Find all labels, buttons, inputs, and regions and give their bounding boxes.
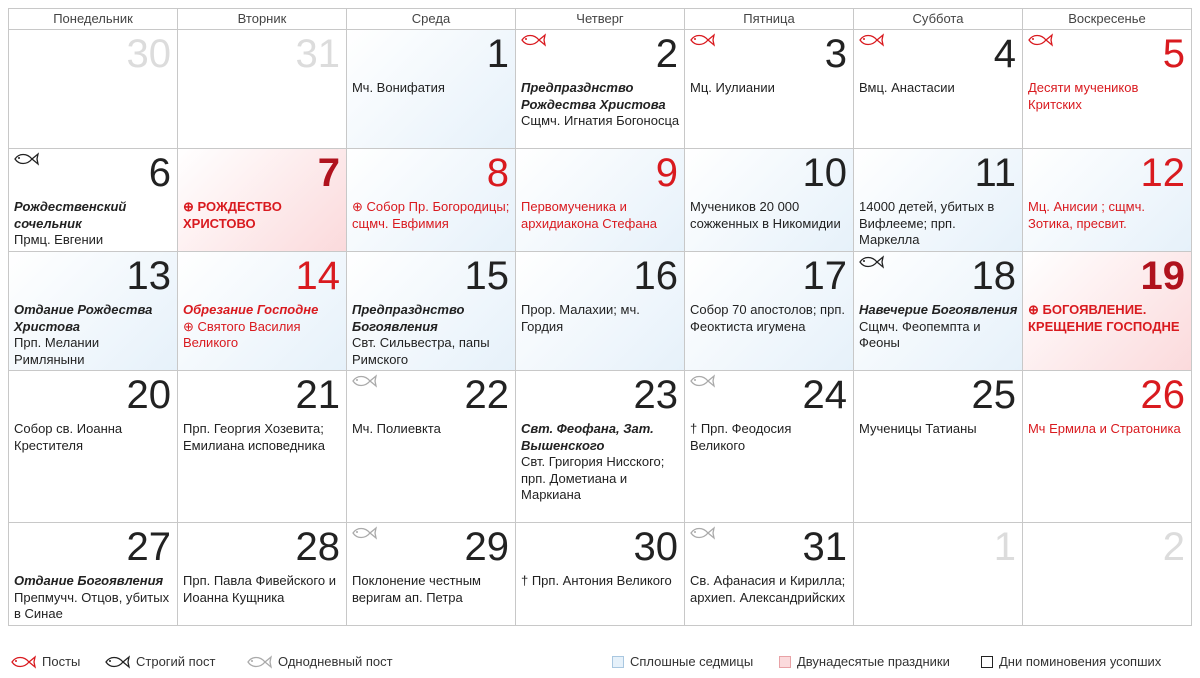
day-description [352,421,511,438]
weeks-container [9,30,1192,626]
day-cell[interactable] [516,523,685,626]
saint-commemoration: Мч Ермила и Стратоника [1028,421,1181,436]
day-cell[interactable] [178,149,347,252]
day-number: 27 [126,525,171,569]
day-description [352,573,511,606]
day-number: 17 [802,254,847,298]
saint-commemoration: Прп. Мелании Римляныни [14,335,100,367]
day-description [1028,421,1187,438]
day-description [521,421,680,504]
calendar-week-row [9,523,1192,626]
day-number: 23 [633,373,678,417]
saint-commemoration: Поклонение честным веригам ап. Петра [352,573,481,605]
day-cell[interactable] [347,371,516,523]
saint-commemoration: Прп. Георгия Хозевита; Емилиана исповедника [183,421,325,453]
day-number: 12 [1140,151,1185,195]
feast-title: Отдание Рождества Христова [14,302,153,334]
legend-strict-label: Строгий пост [136,654,216,669]
saint-commemoration: Св. Афанасия и Кирилла; архиеп. Александрийских [690,573,846,605]
day-description [521,199,680,232]
day-number: 8 [486,151,509,195]
day-number: 26 [1140,373,1185,417]
feast-title: Обрезание Господне [183,302,319,317]
weekday-label: Среда [347,9,516,30]
day-description [183,302,342,352]
saint-commemoration: † Прп. Феодосия Великого [690,421,792,453]
day-description [690,421,849,454]
day-description [521,573,680,590]
day-number: 14 [295,254,340,298]
saint-commemoration: Сщмч. Феопемпта и Феоны [859,318,981,350]
day-cell[interactable] [1023,523,1192,626]
saint-commemoration: Прп. Павла Фивейского и Иоанна Кущника [183,573,336,605]
fish-icon [520,33,546,47]
day-number: 10 [802,151,847,195]
day-cell[interactable] [1023,371,1192,523]
day-number: 30 [126,32,171,76]
continuous-swatch [612,656,624,668]
legend-memorial [981,654,1161,669]
legend-continuous [612,654,753,669]
day-number: 2 [655,32,678,76]
saint-commemoration: Сщмч. Игнатия Богоносца [521,113,680,128]
day-cell[interactable] [9,30,178,149]
day-description [1028,80,1187,113]
day-cell[interactable] [347,523,516,626]
legend [0,648,1200,676]
day-cell[interactable] [178,30,347,149]
day-number: 9 [655,151,678,195]
saint-commemoration: Вмц. Анастасии [859,80,955,95]
day-number: 7 [317,151,340,195]
day-cell[interactable] [1023,149,1192,252]
saint-commemoration: Препмучч. Отцов, убитых в Синае [14,589,170,621]
day-number: 5 [1162,32,1185,76]
day-number: 4 [993,32,1016,76]
day-number: 1 [993,525,1016,569]
fish-icon [858,33,884,47]
day-cell[interactable] [1023,252,1192,371]
day-cell[interactable] [516,30,685,149]
weekday-label: Четверг [516,9,685,30]
day-description [859,80,1018,97]
legend-great [779,654,950,669]
day-number: 16 [633,254,678,298]
calendar-week-row [9,252,1192,371]
legend-fasts-label: Посты [42,654,81,669]
saint-commemoration: Свт. Григория Нисского; прп. Дометиана и Маркиана [521,454,665,502]
saint-commemoration: Мч. Полиевкта [352,421,441,436]
feast-title: Предпразднство Рождества Христова [521,80,666,112]
saint-commemoration: Собор св. Иоанна Крестителя [14,421,123,453]
fish-icon-black [104,655,130,669]
saint-commemoration: Десяти мучеников Критских [1028,80,1139,112]
calendar-week-row [9,149,1192,252]
memorial-swatch [981,656,993,668]
day-number: 1 [486,32,509,76]
feast-title: Предпразднство Богоявления [352,302,465,334]
feast-title: Отдание Богоявления [14,573,164,588]
day-cell[interactable] [685,523,854,626]
day-description [521,302,680,335]
fish-icon [689,374,715,388]
saint-commemoration: ⊕ БОГОЯВЛЕНИЕ. КРЕЩЕНИЕ ГОСПОДНЕ [1028,302,1180,334]
day-number: 28 [295,525,340,569]
day-number: 3 [824,32,847,76]
day-description [690,80,849,97]
day-cell[interactable] [9,523,178,626]
day-cell[interactable] [178,523,347,626]
feast-title: Рождественский сочельник [14,199,127,231]
weekday-label: Суббота [854,9,1023,30]
day-cell[interactable] [854,371,1023,523]
legend-fasts [10,654,80,669]
day-description [183,573,342,606]
day-cell[interactable] [685,30,854,149]
day-cell[interactable] [178,371,347,523]
great-feast-swatch [779,656,791,668]
day-cell[interactable] [347,30,516,149]
day-description [352,302,511,368]
day-cell[interactable] [516,149,685,252]
day-cell[interactable] [685,371,854,523]
day-cell[interactable] [854,30,1023,149]
feast-title: Навечерие Богоявления [859,302,1018,317]
legend-oneday [246,654,393,669]
day-description [14,573,173,623]
day-description [183,199,342,232]
day-number: 24 [802,373,847,417]
saint-commemoration: Свт. Сильвестра, папы Римского [352,335,490,367]
day-number: 18 [971,254,1016,298]
day-cell[interactable] [9,371,178,523]
day-description [690,199,849,232]
legend-continuous-label: Сплошные седмицы [630,654,754,669]
day-cell[interactable] [516,371,685,523]
fish-icon [351,374,377,388]
saint-commemoration: Прмц. Евгении [14,232,104,247]
weekday-label: Понедельник [9,9,178,30]
fish-icon [13,152,39,166]
day-number: 25 [971,373,1016,417]
day-description [859,302,1018,352]
feast-title: Свт. Феофана, Зат. Вышенского [521,421,654,453]
day-cell[interactable] [685,252,854,371]
day-cell[interactable] [854,149,1023,252]
day-number: 2 [1162,525,1185,569]
legend-oneday-label: Однодневный пост [278,654,393,669]
saint-commemoration: 14000 детей, убитых в Вифлееме; прп. Маркелла [859,199,995,247]
day-number: 15 [464,254,509,298]
saint-commemoration: † Прп. Антония Великого [521,573,672,588]
day-cell[interactable] [9,149,178,252]
saint-commemoration: ⊕ Святого Василия Великого [183,318,301,350]
fish-icon [689,33,715,47]
fish-icon [1027,33,1053,47]
legend-memorial-label: Дни поминовения усопших [999,654,1162,669]
day-description [14,302,173,368]
saint-commemoration: Прор. Малахии; мч. Гордия [521,302,640,334]
saint-commemoration: ⊕ РОЖДЕСТВО ХРИСТОВО [183,199,282,231]
saint-commemoration: Мч. Вонифатия [352,80,445,95]
day-description [690,302,849,335]
day-cell[interactable] [9,252,178,371]
day-cell[interactable] [854,523,1023,626]
fish-icon-gray [246,655,272,669]
day-number: 22 [464,373,509,417]
day-cell[interactable] [854,252,1023,371]
calendar-grid [8,8,1192,626]
day-description [183,421,342,454]
saint-commemoration: Собор 70 апостолов; прп. Феоктиста игумена [690,302,845,334]
fish-icon [689,526,715,540]
day-description [859,421,1018,438]
saint-commemoration: Мучеников 20 000 сожженных в Никомидии [690,199,841,231]
day-number: 31 [802,525,847,569]
day-number: 21 [295,373,340,417]
fish-icon-red [10,655,36,669]
saint-commemoration: ⊕ Собор Пр. Богородицы; сщмч. Евфимия [352,199,510,231]
fish-icon [858,255,884,269]
day-cell[interactable] [1023,30,1192,149]
day-number: 30 [633,525,678,569]
saint-commemoration: Первомученика и архидиакона Стефана [521,199,657,231]
weekday-label: Пятница [685,9,854,30]
day-description [1028,199,1187,232]
legend-great-label: Двунадесятые праздники [797,654,950,669]
day-description [1028,302,1187,335]
day-number: 13 [126,254,171,298]
day-description [859,199,1018,249]
day-number: 29 [464,525,509,569]
saint-commemoration: Мц. Анисии ; сщмч. Зотика, пресвит. [1028,199,1145,231]
legend-strict [104,654,215,669]
day-cell[interactable] [347,149,516,252]
saint-commemoration: Мученицы Татианы [859,421,977,436]
day-number: 19 [1140,254,1185,298]
day-description [352,80,511,97]
day-description [14,199,173,249]
day-description [14,421,173,454]
weekday-label: Воскресенье [1023,9,1192,30]
day-cell[interactable] [685,149,854,252]
weekday-header [9,9,1192,30]
saint-commemoration: Мц. Иулиании [690,80,775,95]
day-description [690,573,849,606]
calendar-week-row [9,371,1192,523]
day-number: 11 [974,151,1016,195]
day-number: 6 [148,151,171,195]
day-cell[interactable] [178,252,347,371]
calendar-week-row [9,30,1192,149]
day-description [352,199,511,232]
day-cell[interactable] [516,252,685,371]
weekday-label: Вторник [178,9,347,30]
day-number: 20 [126,373,171,417]
day-number: 31 [295,32,340,76]
fish-icon [351,526,377,540]
day-description [521,80,680,130]
day-cell[interactable] [347,252,516,371]
